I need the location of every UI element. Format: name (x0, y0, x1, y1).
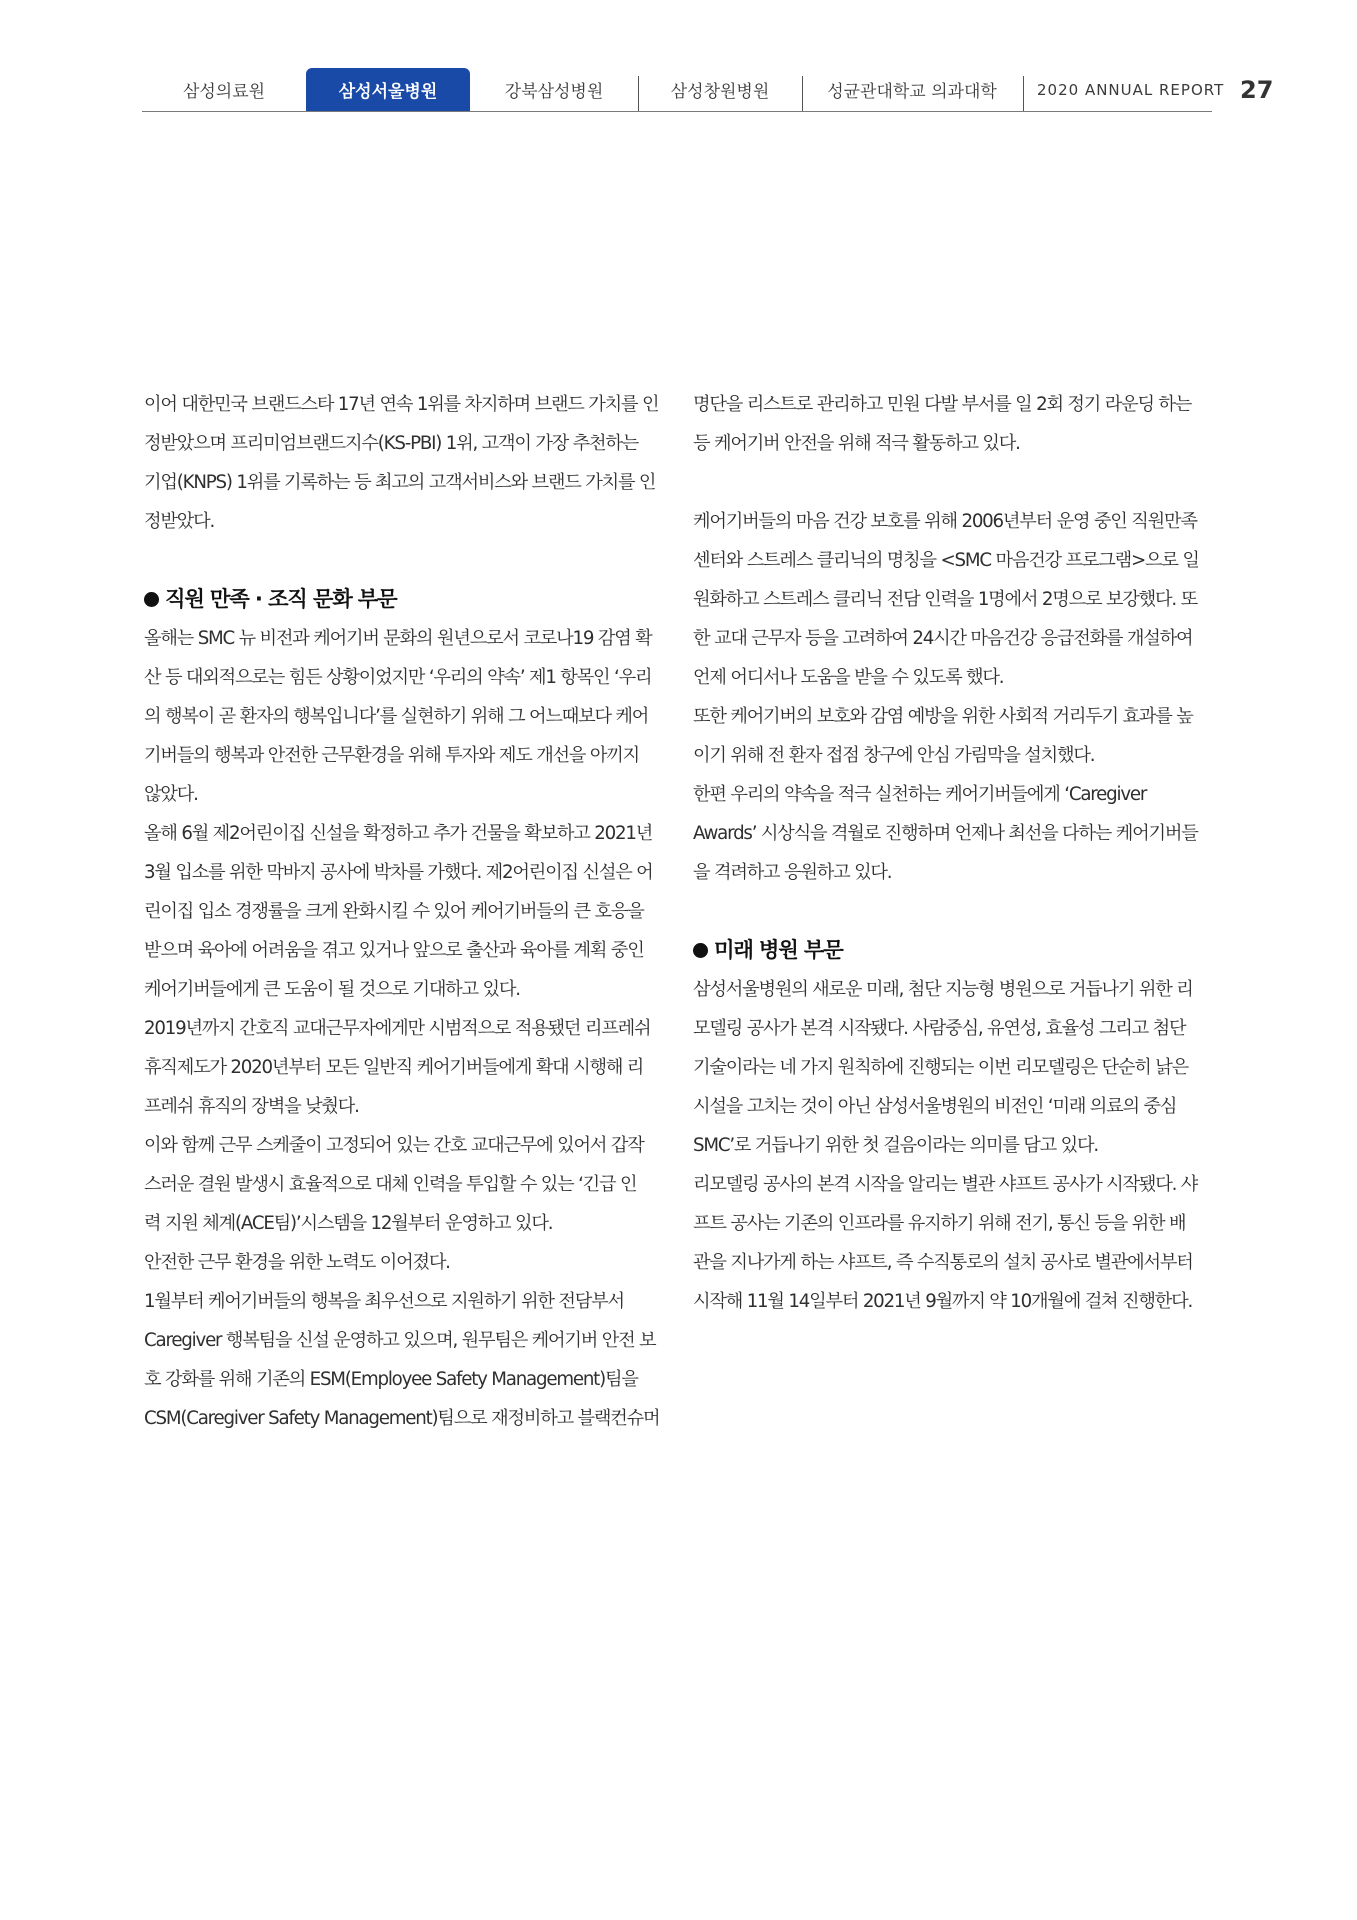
annual-report-label: 2020 ANNUAL REPORT (1023, 68, 1224, 111)
text-line: 2019년까지 간호직 교대근무자에게만 시범적으로 적용됐던 리프레쉬 (144, 1018, 651, 1039)
section-heading-future-hospital (693, 931, 1219, 970)
text-line: 이어 대한민국 브랜드스타 17년 연속 1위를 차지하며 브랜드 가치를 인 (144, 394, 659, 415)
tab-samsung-changwon-hospital[interactable]: 삼성창원병원 (638, 68, 802, 111)
spacer (144, 541, 670, 580)
text-line: 올해 6월 제2어린이집 신설을 확정하고 추가 건물을 확보하고 2021년 (144, 823, 653, 844)
text-line: Caregiver 행복팀을 신설 운영하고 있으며, 원무팀은 케어기버 안전 보 (144, 1330, 656, 1351)
spacer (693, 463, 1219, 502)
text-line: 휴직제도가 2020년부터 모든 일반직 케어기버들에게 확대 시행해 리 (144, 1057, 644, 1078)
left-column (144, 385, 670, 1438)
text-line: 의 행복이 곧 환자의 행복입니다’를 실현하기 위해 그 어느때보다 케어 (144, 706, 649, 727)
employee-satisfaction-body (144, 619, 670, 1438)
right-column (693, 385, 1219, 1321)
page-header (0, 0, 1357, 120)
text-line: 호 강화를 위해 기존의 ESM(Employee Safety Management)팀을 (144, 1369, 638, 1390)
text-line: 이와 함께 근무 스케줄이 고정되어 있는 간호 교대근무에 있어서 갑작 (144, 1135, 644, 1156)
text-line: 이기 위해 전 환자 접점 창구에 안심 가림막을 설치했다. (693, 745, 1095, 766)
text-line: 한편 우리의 약속을 적극 실천하는 케어기버들에게 ‘Caregiver (693, 784, 1147, 805)
text-line: 모델링 공사가 본격 시작됐다. 사람중심, 유연성, 효율성 그리고 첨단 (693, 1018, 1186, 1039)
text-line: 케어기버들의 마음 건강 보호를 위해 2006년부터 운영 중인 직원만족 (693, 511, 1197, 532)
tab-samsung-seoul-hospital[interactable]: 삼성서울병원 (306, 68, 470, 111)
text-line: 않았다. (144, 784, 198, 805)
text-line: 기업(KNPS) 1위를 기록하는 등 최고의 고객서비스와 브랜드 가치를 인 (144, 472, 656, 493)
section-heading-text: 직원 만족 · 조직 문화 부문 (165, 587, 397, 612)
text-line: 언제 어디서나 도움을 받을 수 있도록 했다. (693, 667, 1004, 688)
text-line: Awards’ 시상식을 격월로 진행하며 언제나 최선을 다하는 케어기버들 (693, 823, 1198, 844)
text-line: 력 지원 체계(ACE팀)’시스템을 12월부터 운영하고 있다. (144, 1213, 553, 1234)
text-line: 스러운 결원 발생시 효율적으로 대체 인력을 투입할 수 있는 ‘긴급 인 (144, 1174, 637, 1195)
text-line: 또한 케어기버의 보호와 감염 예방을 위한 사회적 거리두기 효과를 높 (693, 706, 1193, 727)
text-line: 프트 공사는 기존의 인프라를 유지하기 위해 전기, 통신 등을 위한 배 (693, 1213, 1186, 1234)
page-number: 27 (1240, 76, 1274, 104)
text-line: CSM(Caregiver Safety Management)팀으로 재정비하고 블랙컨슈머 (144, 1408, 660, 1429)
text-line: 3월 입소를 위한 막바지 공사에 박차를 가했다. 제2어린이집 신설은 어 (144, 862, 653, 883)
text-line: 원화하고 스트레스 클리닉 전담 인력을 1명에서 2명으로 보강했다. 또 (693, 589, 1197, 610)
text-line: 센터와 스트레스 클리닉의 명칭을 <SMC 마음건강 프로그램>으로 일 (693, 550, 1199, 571)
section-heading-employee-satisfaction (144, 580, 670, 619)
text-line: 받으며 육아에 어려움을 겪고 있거나 앞으로 출산과 육아를 계획 중인 (144, 940, 644, 961)
tab-skku-school-of-medicine[interactable]: 성균관대학교 의과대학 (802, 68, 1022, 111)
intro-paragraph (144, 385, 670, 541)
text-line: 등 케어기버 안전을 위해 적극 활동하고 있다. (693, 433, 1020, 454)
text-line: 시작해 11월 14일부터 2021년 9월까지 약 10개월에 걸쳐 진행한다. (693, 1291, 1193, 1312)
text-line: 삼성서울병원의 새로운 미래, 첨단 지능형 병원으로 거듭나기 위한 리 (693, 979, 1193, 1000)
text-line: 을 격려하고 응원하고 있다. (693, 862, 892, 883)
text-line: 기술이라는 네 가지 원칙하에 진행되는 이번 리모델링은 단순히 낡은 (693, 1057, 1188, 1078)
text-line: 관을 지나가게 하는 샤프트, 즉 수직통로의 설치 공사로 별관에서부터 (693, 1252, 1193, 1273)
header-divider (142, 111, 1212, 112)
bullet-icon (693, 943, 708, 958)
continued-paragraph (693, 385, 1219, 463)
section-heading-text: 미래 병원 부문 (714, 938, 843, 963)
hospital-tabs (142, 68, 1022, 111)
spacer (693, 892, 1219, 931)
tab-samsung-medical-center[interactable]: 삼성의료원 (182, 82, 266, 102)
text-line: 리모델링 공사의 본격 시작을 알리는 별관 샤프트 공사가 시작됐다. 샤 (693, 1174, 1198, 1195)
tab-kangbuk-samsung-hospital[interactable]: 강북삼성병원 (504, 82, 604, 102)
text-line: 산 등 대외적으로는 힘든 상황이었지만 ‘우리의 약속’ 제1 항목인 ‘우리 (144, 667, 652, 688)
text-line: 린이집 입소 경쟁률을 크게 완화시킬 수 있어 케어기버들의 큰 호응을 (144, 901, 644, 922)
text-line: 정받았다. (144, 511, 215, 532)
text-line: 1월부터 케어기버들의 행복을 최우선으로 지원하기 위한 전담부서 (144, 1291, 624, 1312)
text-line: SMC’로 거듭나기 위한 첫 걸음이라는 의미를 담고 있다. (693, 1135, 1098, 1156)
text-line: 명단을 리스트로 관리하고 민원 다발 부서를 일 2회 정기 라운딩 하는 (693, 394, 1192, 415)
bullet-icon (144, 592, 159, 607)
text-line: 정받았으며 프리미엄브랜드지수(KS-PBI) 1위, 고객이 가장 추천하는 (144, 433, 639, 454)
text-line: 케어기버들에게 큰 도움이 될 것으로 기대하고 있다. (144, 979, 520, 1000)
text-line: 한 교대 근무자 등을 고려하여 24시간 마음건강 응급전화를 개설하여 (693, 628, 1193, 649)
text-line: 안전한 근무 환경을 위한 노력도 이어졌다. (144, 1252, 450, 1273)
text-line: 기버들의 행복과 안전한 근무환경을 위해 투자와 제도 개선을 아끼지 (144, 745, 639, 766)
future-hospital-body (693, 970, 1219, 1321)
mental-health-paragraph (693, 502, 1219, 892)
text-line: 프레쉬 휴직의 장벽을 낮췄다. (144, 1096, 359, 1117)
text-line: 올해는 SMC 뉴 비전과 케어기버 문화의 원년으로서 코로나19 감염 확 (144, 628, 652, 649)
text-line: 시설을 고치는 것이 아닌 삼성서울병원의 비전인 ‘미래 의료의 중심 (693, 1096, 1177, 1117)
